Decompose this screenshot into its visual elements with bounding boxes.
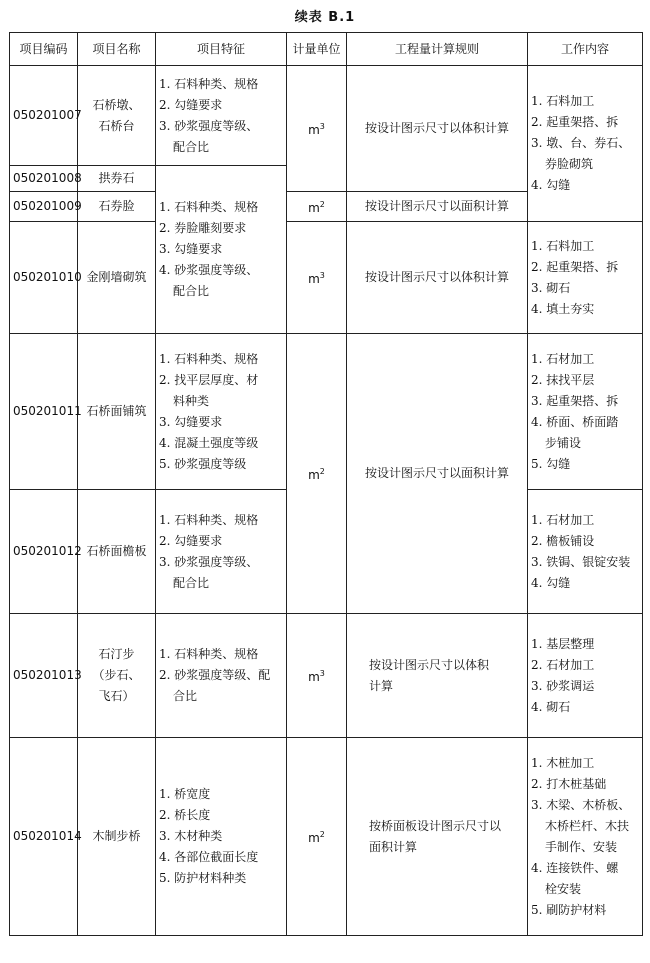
- item-name: 金刚墙砌筑: [78, 222, 156, 334]
- item-work: 1. 石料加工 2. 起重架搭、拆 3. 砌石 4. 填土夯实: [528, 222, 643, 334]
- item-unit: $m^2$: [287, 334, 347, 614]
- item-features: 1. 石料种类、规格 2. 勾缝要求 3. 砂浆强度等级、 配合比: [156, 490, 287, 614]
- item-name: 石券脸: [78, 192, 156, 222]
- table-title: 续表 B.1: [294, 10, 356, 25]
- item-code: 050201012: [10, 490, 78, 614]
- table-row: [10, 222, 643, 334]
- item-unit: $m^2$: [287, 192, 347, 222]
- header-rule: 工程量计算规则: [347, 33, 528, 66]
- item-name: 木制步桥: [78, 738, 156, 936]
- item-code: 050201013: [10, 614, 78, 738]
- item-unit: $m^3$: [287, 614, 347, 738]
- item-work: 1. 基层整理 2. 石材加工 3. 砂浆调运 4. 砌石: [528, 614, 643, 738]
- item-unit: $m^3$: [287, 66, 347, 192]
- item-code: 050201009: [10, 192, 78, 222]
- item-name: 石桥面铺筑: [78, 334, 156, 490]
- item-rule: 按设计图示尺寸以体积 计算: [347, 614, 528, 738]
- item-rule: 按设计图示尺寸以体积计算: [347, 66, 528, 192]
- item-name: 石汀步 （步石、 飞石）: [78, 614, 156, 738]
- item-features: 1. 石料种类、规格 2. 券脸雕刻要求 3. 勾缝要求 4. 砂浆强度等级、 配合比: [156, 166, 287, 334]
- header-code: 项目编码: [10, 33, 78, 66]
- item-rule: 按设计图示尺寸以面积计算: [347, 334, 528, 614]
- header-row: [10, 33, 643, 66]
- item-name: 石桥墩、 石桥台: [78, 66, 156, 166]
- item-rule: 按桥面板设计图示尺寸以 面积计算: [347, 738, 528, 936]
- header-name: 项目名称: [78, 33, 156, 66]
- table-row: [10, 738, 643, 936]
- table-row: [10, 614, 643, 738]
- item-name: 石桥面檐板: [78, 490, 156, 614]
- item-unit: $m^3$: [287, 222, 347, 334]
- header-features: 项目特征: [156, 33, 287, 66]
- item-code: 050201011: [10, 334, 78, 490]
- item-features: 1. 石料种类、规格 2. 砂浆强度等级、配 合比: [156, 614, 287, 738]
- item-code: 050201014: [10, 738, 78, 936]
- item-rule: 按设计图示尺寸以面积计算: [347, 192, 528, 222]
- spec-table: [9, 32, 643, 936]
- table-row: [10, 334, 643, 490]
- item-features: 1. 石料种类、规格 2. 找平层厚度、材 料种类 3. 勾缝要求 4. 混凝土强度等级 5. 砂浆强度等级: [156, 334, 287, 490]
- item-features: 1. 桥宽度 2. 桥长度 3. 木材种类 4. 各部位截面长度 5. 防护材料种类: [156, 738, 287, 936]
- item-work: 1. 石材加工 2. 檐板铺设 3. 铁锔、银锭安装 4. 勾缝: [528, 490, 643, 614]
- header-work: 工作内容: [528, 33, 643, 66]
- table-row: [10, 66, 643, 166]
- item-code: 050201010: [10, 222, 78, 334]
- item-code: 050201007: [10, 66, 78, 166]
- item-work: 1. 石材加工 2. 抹找平层 3. 起重架搭、拆 4. 桥面、桥面踏 步铺设 5. 勾缝: [528, 334, 643, 490]
- header-unit: 计量单位: [287, 33, 347, 66]
- item-features: 1. 石料种类、规格 2. 勾缝要求 3. 砂浆强度等级、 配合比: [156, 66, 287, 166]
- item-work: 1. 石料加工 2. 起重架搭、拆 3. 墩、台、券石、 券脸砌筑 4. 勾缝: [528, 66, 643, 222]
- item-unit: $m^2$: [287, 738, 347, 936]
- item-code: 050201008: [10, 166, 78, 192]
- item-name: 拱券石: [78, 166, 156, 192]
- item-work: 1. 木桩加工 2. 打木桩基础 3. 木梁、木桥板、 木桥栏杆、木扶 手制作、安装 4. 连接铁件、螺 栓安装 5. 刷防护材料: [528, 738, 643, 936]
- item-rule: 按设计图示尺寸以体积计算: [347, 222, 528, 334]
